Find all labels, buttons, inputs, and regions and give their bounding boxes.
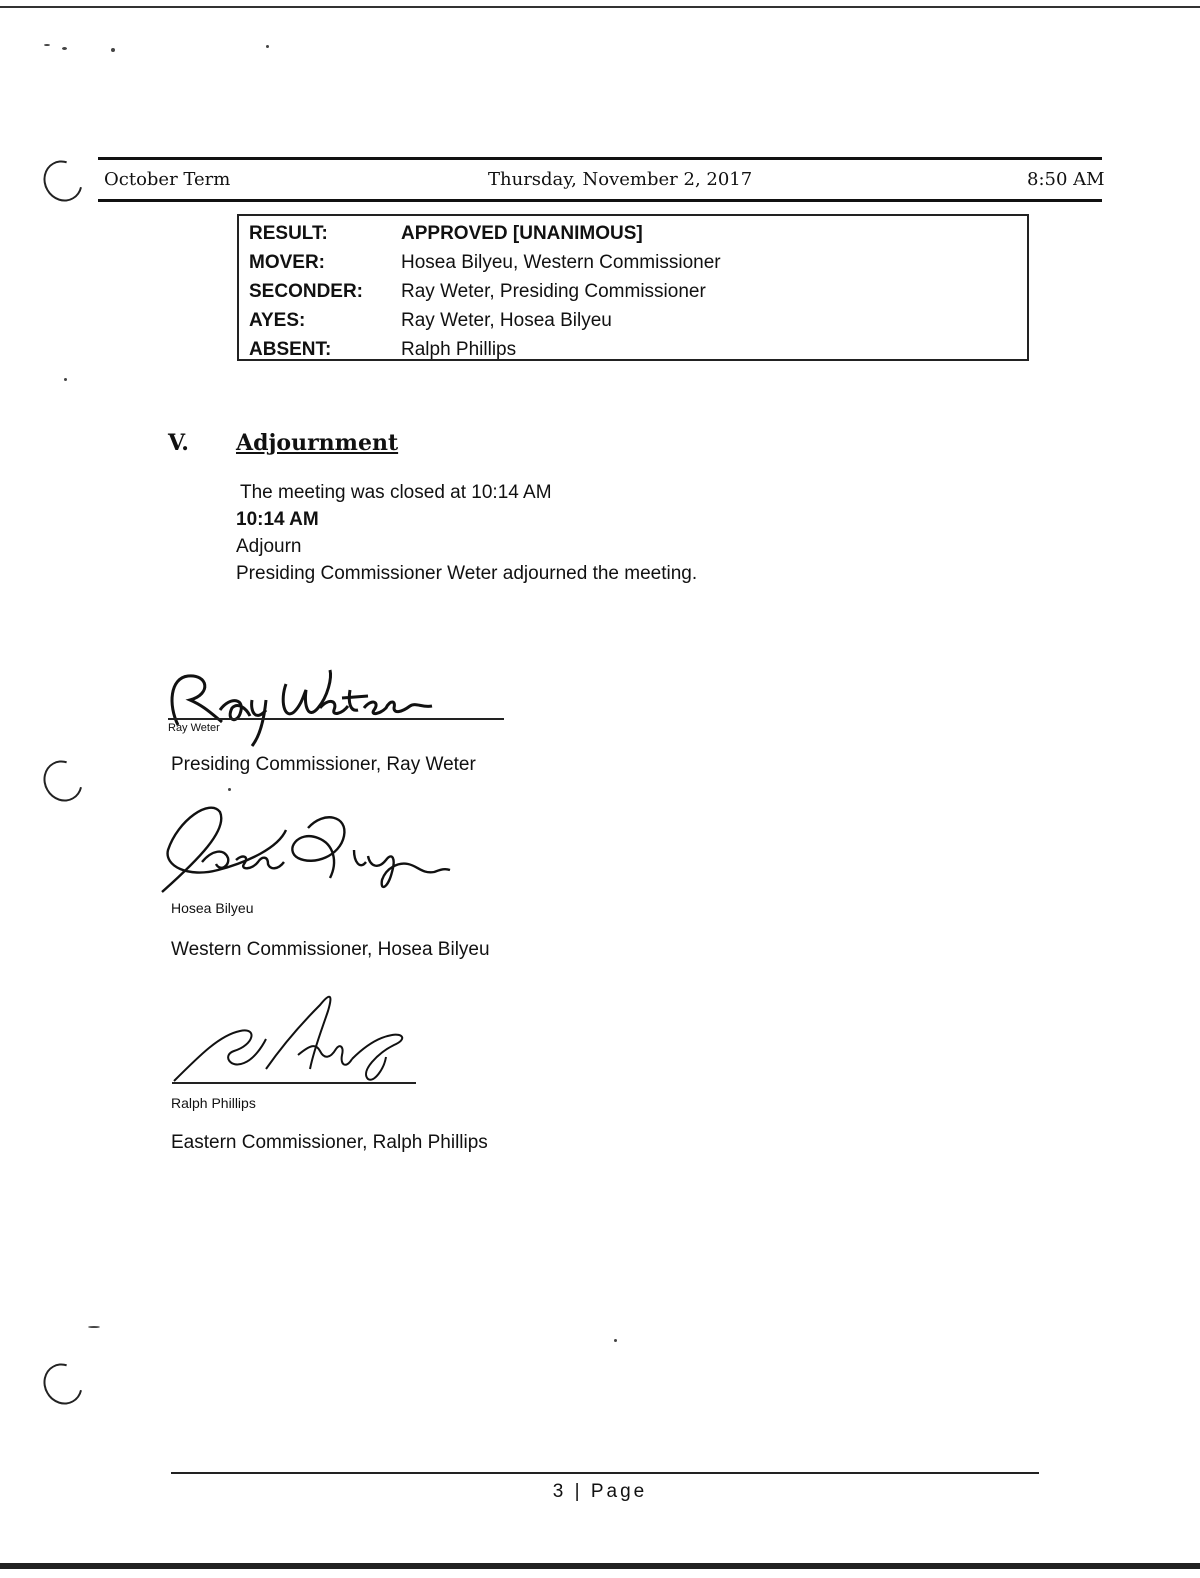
- binder-hole-icon: [36, 153, 90, 208]
- mover-value: Hosea Bilyeu, Western Commissioner: [401, 252, 721, 273]
- signer-title: Western Commissioner, Hosea Bilyeu: [171, 939, 490, 960]
- section-title: Adjournment: [236, 430, 399, 456]
- result-label: RESULT:: [249, 223, 328, 244]
- seconder-value: Ray Weter, Presiding Commissioner: [401, 281, 706, 302]
- header-time: 8:50 AM: [1027, 169, 1105, 190]
- closing-time-line: The meeting was closed at 10:14 AM: [240, 482, 552, 503]
- scan-speck: [111, 48, 115, 52]
- result-value: APPROVED [UNANIMOUS]: [401, 223, 643, 244]
- absent-value: Ralph Phillips: [401, 339, 517, 360]
- signature-line: [172, 1082, 416, 1084]
- header-term: October Term: [104, 169, 231, 190]
- footer-rule: [171, 1472, 1039, 1474]
- binder-hole-icon: [36, 753, 90, 808]
- signer-title: Presiding Commissioner, Ray Weter: [171, 754, 476, 775]
- scan-speck: [88, 1326, 100, 1328]
- absent-label: ABSENT:: [249, 339, 332, 360]
- signature-hosea-bilyeu: [158, 800, 458, 900]
- scan-bottom-edge: [0, 1563, 1200, 1569]
- signer-printed-name: Ray Weter: [168, 722, 220, 734]
- seconder-label: SECONDER:: [249, 281, 364, 302]
- page-number: [0, 1481, 1200, 1503]
- signature-ralph-phillips: [170, 985, 420, 1085]
- binder-hole-icon: [36, 1356, 90, 1411]
- ayes-label: AYES:: [249, 310, 306, 331]
- signer-title: Eastern Commissioner, Ralph Phillips: [171, 1132, 488, 1153]
- scan-speck: [266, 45, 269, 48]
- scan-speck: [62, 47, 67, 50]
- scan-speck: [614, 1339, 617, 1342]
- signature-ray-weter: [160, 650, 450, 750]
- item-action: Adjourn: [236, 536, 302, 557]
- scan-speck: [44, 44, 50, 46]
- scan-speck: [64, 378, 67, 381]
- header-date: Thursday, November 2, 2017: [488, 169, 753, 190]
- scan-speck: [228, 788, 231, 791]
- item-time: 10:14 AM: [236, 509, 319, 530]
- motion-result-box: [237, 214, 1029, 361]
- signer-printed-name: Hosea Bilyeu: [171, 900, 254, 916]
- signature-line: [168, 718, 504, 720]
- page-number-label: | Page: [574, 1481, 648, 1502]
- ayes-value: Ray Weter, Hosea Bilyeu: [401, 310, 612, 331]
- section-number: V.: [168, 430, 189, 456]
- scan-top-edge: [0, 6, 1200, 8]
- page-number-value: 3: [552, 1481, 567, 1502]
- item-description: Presiding Commissioner Weter adjourned the meeting.: [236, 563, 698, 584]
- header-rule-top: [98, 157, 1102, 160]
- header-rule-bottom: [98, 199, 1102, 202]
- signer-printed-name: Ralph Phillips: [171, 1095, 256, 1111]
- mover-label: MOVER:: [249, 252, 325, 273]
